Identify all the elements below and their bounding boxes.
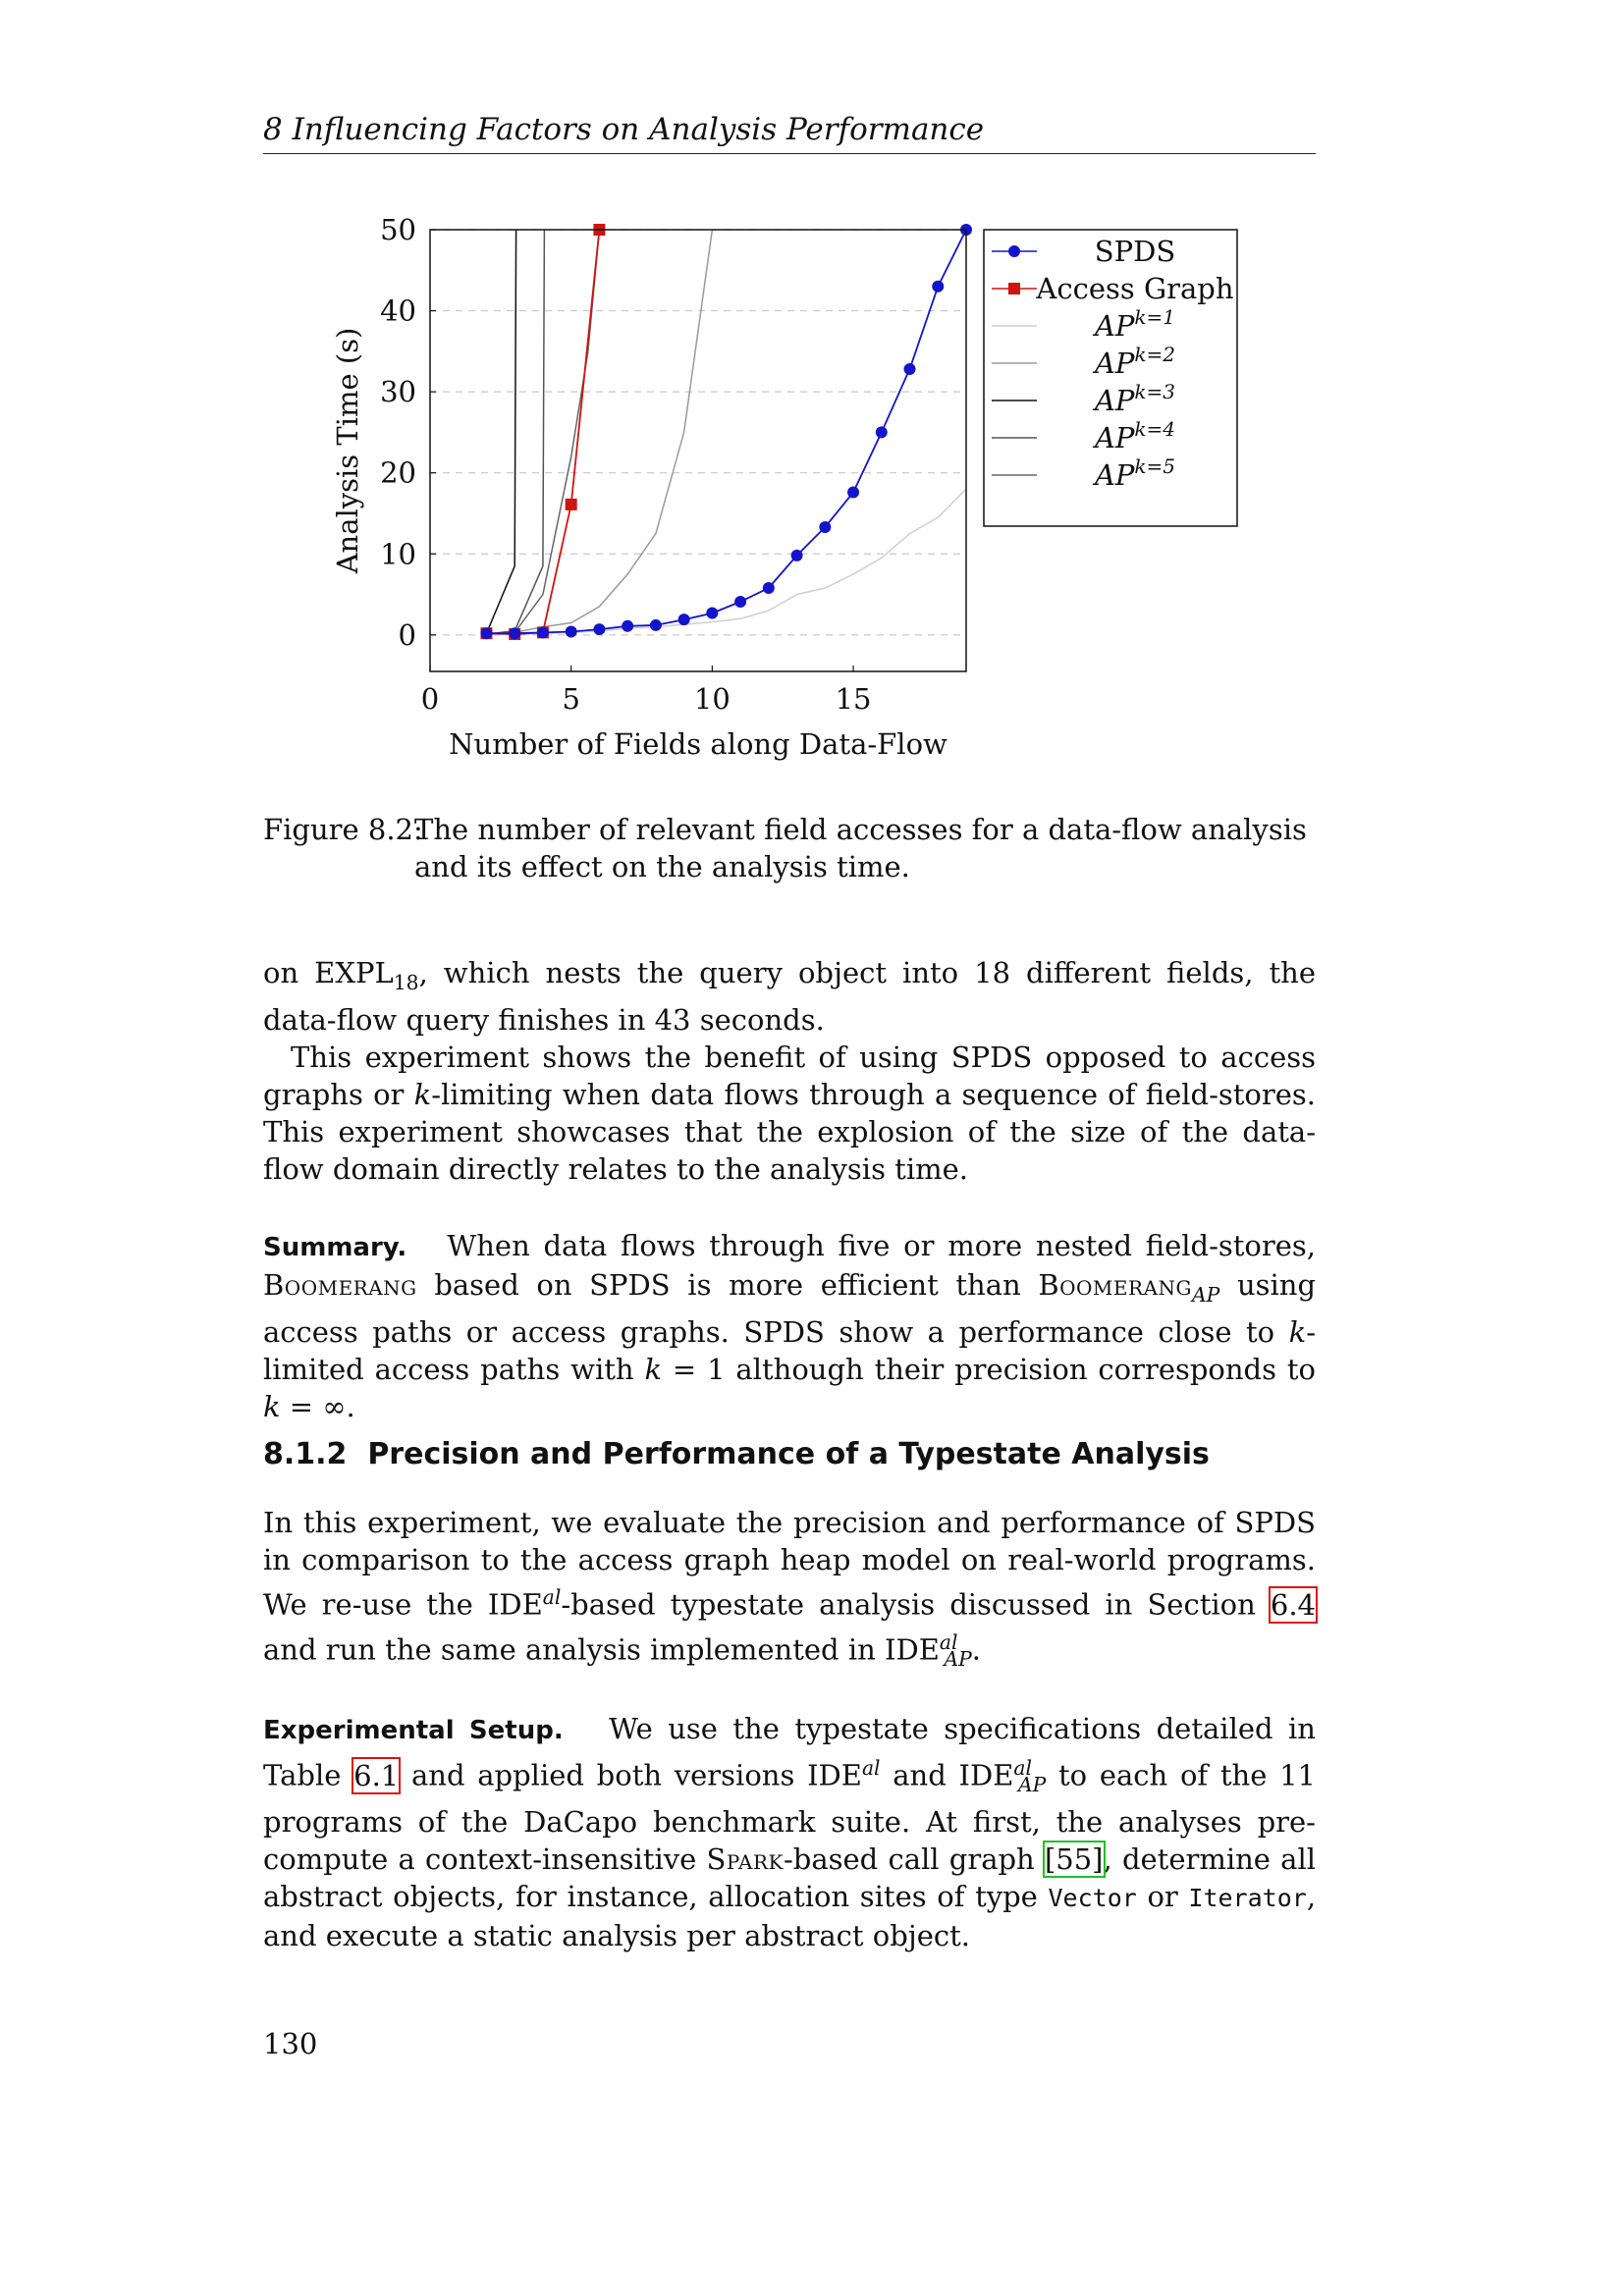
- data-point: [819, 521, 831, 533]
- y-axis-label: Analysis Time (s): [331, 327, 364, 574]
- legend-label: $AP^{k=3}$: [1094, 380, 1176, 417]
- data-point: [537, 626, 549, 638]
- y-tick-label-20: 20: [380, 455, 416, 490]
- series-3: [487, 230, 713, 634]
- x-tick-label-15: 15: [835, 682, 872, 716]
- analysis-time-chart: [0, 0, 1624, 785]
- data-point: [509, 627, 520, 639]
- y-tick-label-30: 30: [380, 375, 416, 409]
- legend-marker: [1008, 245, 1020, 257]
- x-axis-label: Number of Fields along Data-Flow: [449, 727, 947, 761]
- series-4: [487, 230, 516, 633]
- data-point: [706, 608, 718, 619]
- series-line-3: [487, 230, 713, 634]
- data-point: [847, 487, 859, 499]
- running-title: 8 Influencing Factors on Analysis Performance: [263, 112, 985, 147]
- data-point: [566, 499, 577, 510]
- paragraph-1: on $EXPL_{18}$, which nests the query object into 18 different fields, the data-flow query finishes in 43 seconds.: [263, 956, 1316, 1037]
- chart-legend: [984, 230, 1237, 526]
- data-point: [480, 627, 492, 639]
- citation-link[interactable]: [55]: [1044, 1842, 1104, 1877]
- caption-label: Figure 8.2:: [263, 813, 423, 846]
- table-ref-link[interactable]: 6.1: [353, 1758, 400, 1792]
- page-number: 130: [263, 2027, 318, 2060]
- legend-label: Access Graph: [1036, 272, 1234, 305]
- section-paragraph: In this experiment, we evaluate the precision and performance of SPDS in comparison to the access graph heap model on real-world programs. We re-use the $IDE^{al}$-based typestate analysis discussed in Section 6.4 and run the same analysis implemented in $IDE^{al}_{AP}$.: [263, 1506, 1316, 1672]
- plot-frame: [430, 230, 966, 671]
- legend-label: $AP^{k=2}$: [1094, 343, 1176, 380]
- x-tick-label-5: 5: [562, 682, 580, 716]
- series-line-4: [487, 230, 516, 633]
- y-tick-label-0: 0: [398, 617, 416, 652]
- summary-paragraph: Summary. When data flows through five or more nested field-stores, Boomerang based on SPDS is more efficient than Boomerang$_{AP}$ using access paths or access graphs. SPDS show a performance close to k-limited access paths with k = 1 although their precision corresponds to k = ∞.: [263, 1229, 1317, 1423]
- paragraph-2: This experiment shows the benefit of using SPDS opposed to access graphs or k-limiting when data flows through a sequence of field-stores. This experiment showcases that the explosion of the size of the data-flow domain directly relates to the analysis time.: [263, 1040, 1316, 1186]
- data-point: [622, 620, 633, 632]
- body-text: [263, 954, 1316, 1188]
- y-tick-label-50: 50: [380, 213, 416, 246]
- y-tick-label-40: 40: [380, 294, 416, 328]
- data-point: [904, 363, 916, 375]
- legend-label: $AP^{k=5}$: [1094, 454, 1176, 492]
- data-point: [932, 281, 944, 293]
- figure-caption: [263, 811, 1316, 885]
- x-tick-label-0: 0: [420, 682, 440, 716]
- section-title: Precision and Performance of a Typestate Analysis: [367, 1437, 1210, 1471]
- data-point: [566, 626, 577, 638]
- data-point: [678, 614, 690, 625]
- section-number: 8.1.2: [263, 1437, 348, 1471]
- summary-heading: Summary.: [263, 1233, 407, 1262]
- legend-label: SPDS: [1094, 235, 1176, 268]
- legend-label: $AP^{k=1}$: [1094, 305, 1176, 343]
- series-line-0: [487, 230, 967, 633]
- legend-marker: [1008, 283, 1020, 294]
- data-point: [734, 596, 746, 608]
- section-ref-link[interactable]: 6.4: [1270, 1587, 1316, 1622]
- caption-text: The number of relevant field accesses for a data-flow analysis and its effect on the analysis time.: [414, 813, 1307, 883]
- chart-series: [480, 224, 972, 640]
- chart-ticks: [380, 213, 871, 716]
- data-point: [876, 426, 888, 438]
- setup-heading: Experimental Setup.: [263, 1716, 564, 1745]
- legend-label: $AP^{k=4}$: [1094, 417, 1176, 454]
- data-point: [593, 623, 605, 635]
- section-heading: [263, 1437, 1210, 1471]
- x-tick-label-10: 10: [693, 682, 731, 716]
- data-point: [650, 619, 662, 631]
- data-point: [763, 582, 775, 594]
- setup-paragraph: Experimental Setup. We use the typestate specifications detailed in Table 6.1 and applied both versions $IDE^{al}$ and $IDE^{al}_{AP}$ to each of the 11 programs of the DaCapo benchmark suite. At first, the analyses pre-compute a context-insensitive Spark-based call graph [55], determine all abstract objects, for instance, allocation sites of type Vector or Iterator, and execute a static analysis per abstract object.: [263, 1712, 1317, 1953]
- y-tick-label-10: 10: [380, 537, 416, 571]
- data-point: [791, 550, 803, 561]
